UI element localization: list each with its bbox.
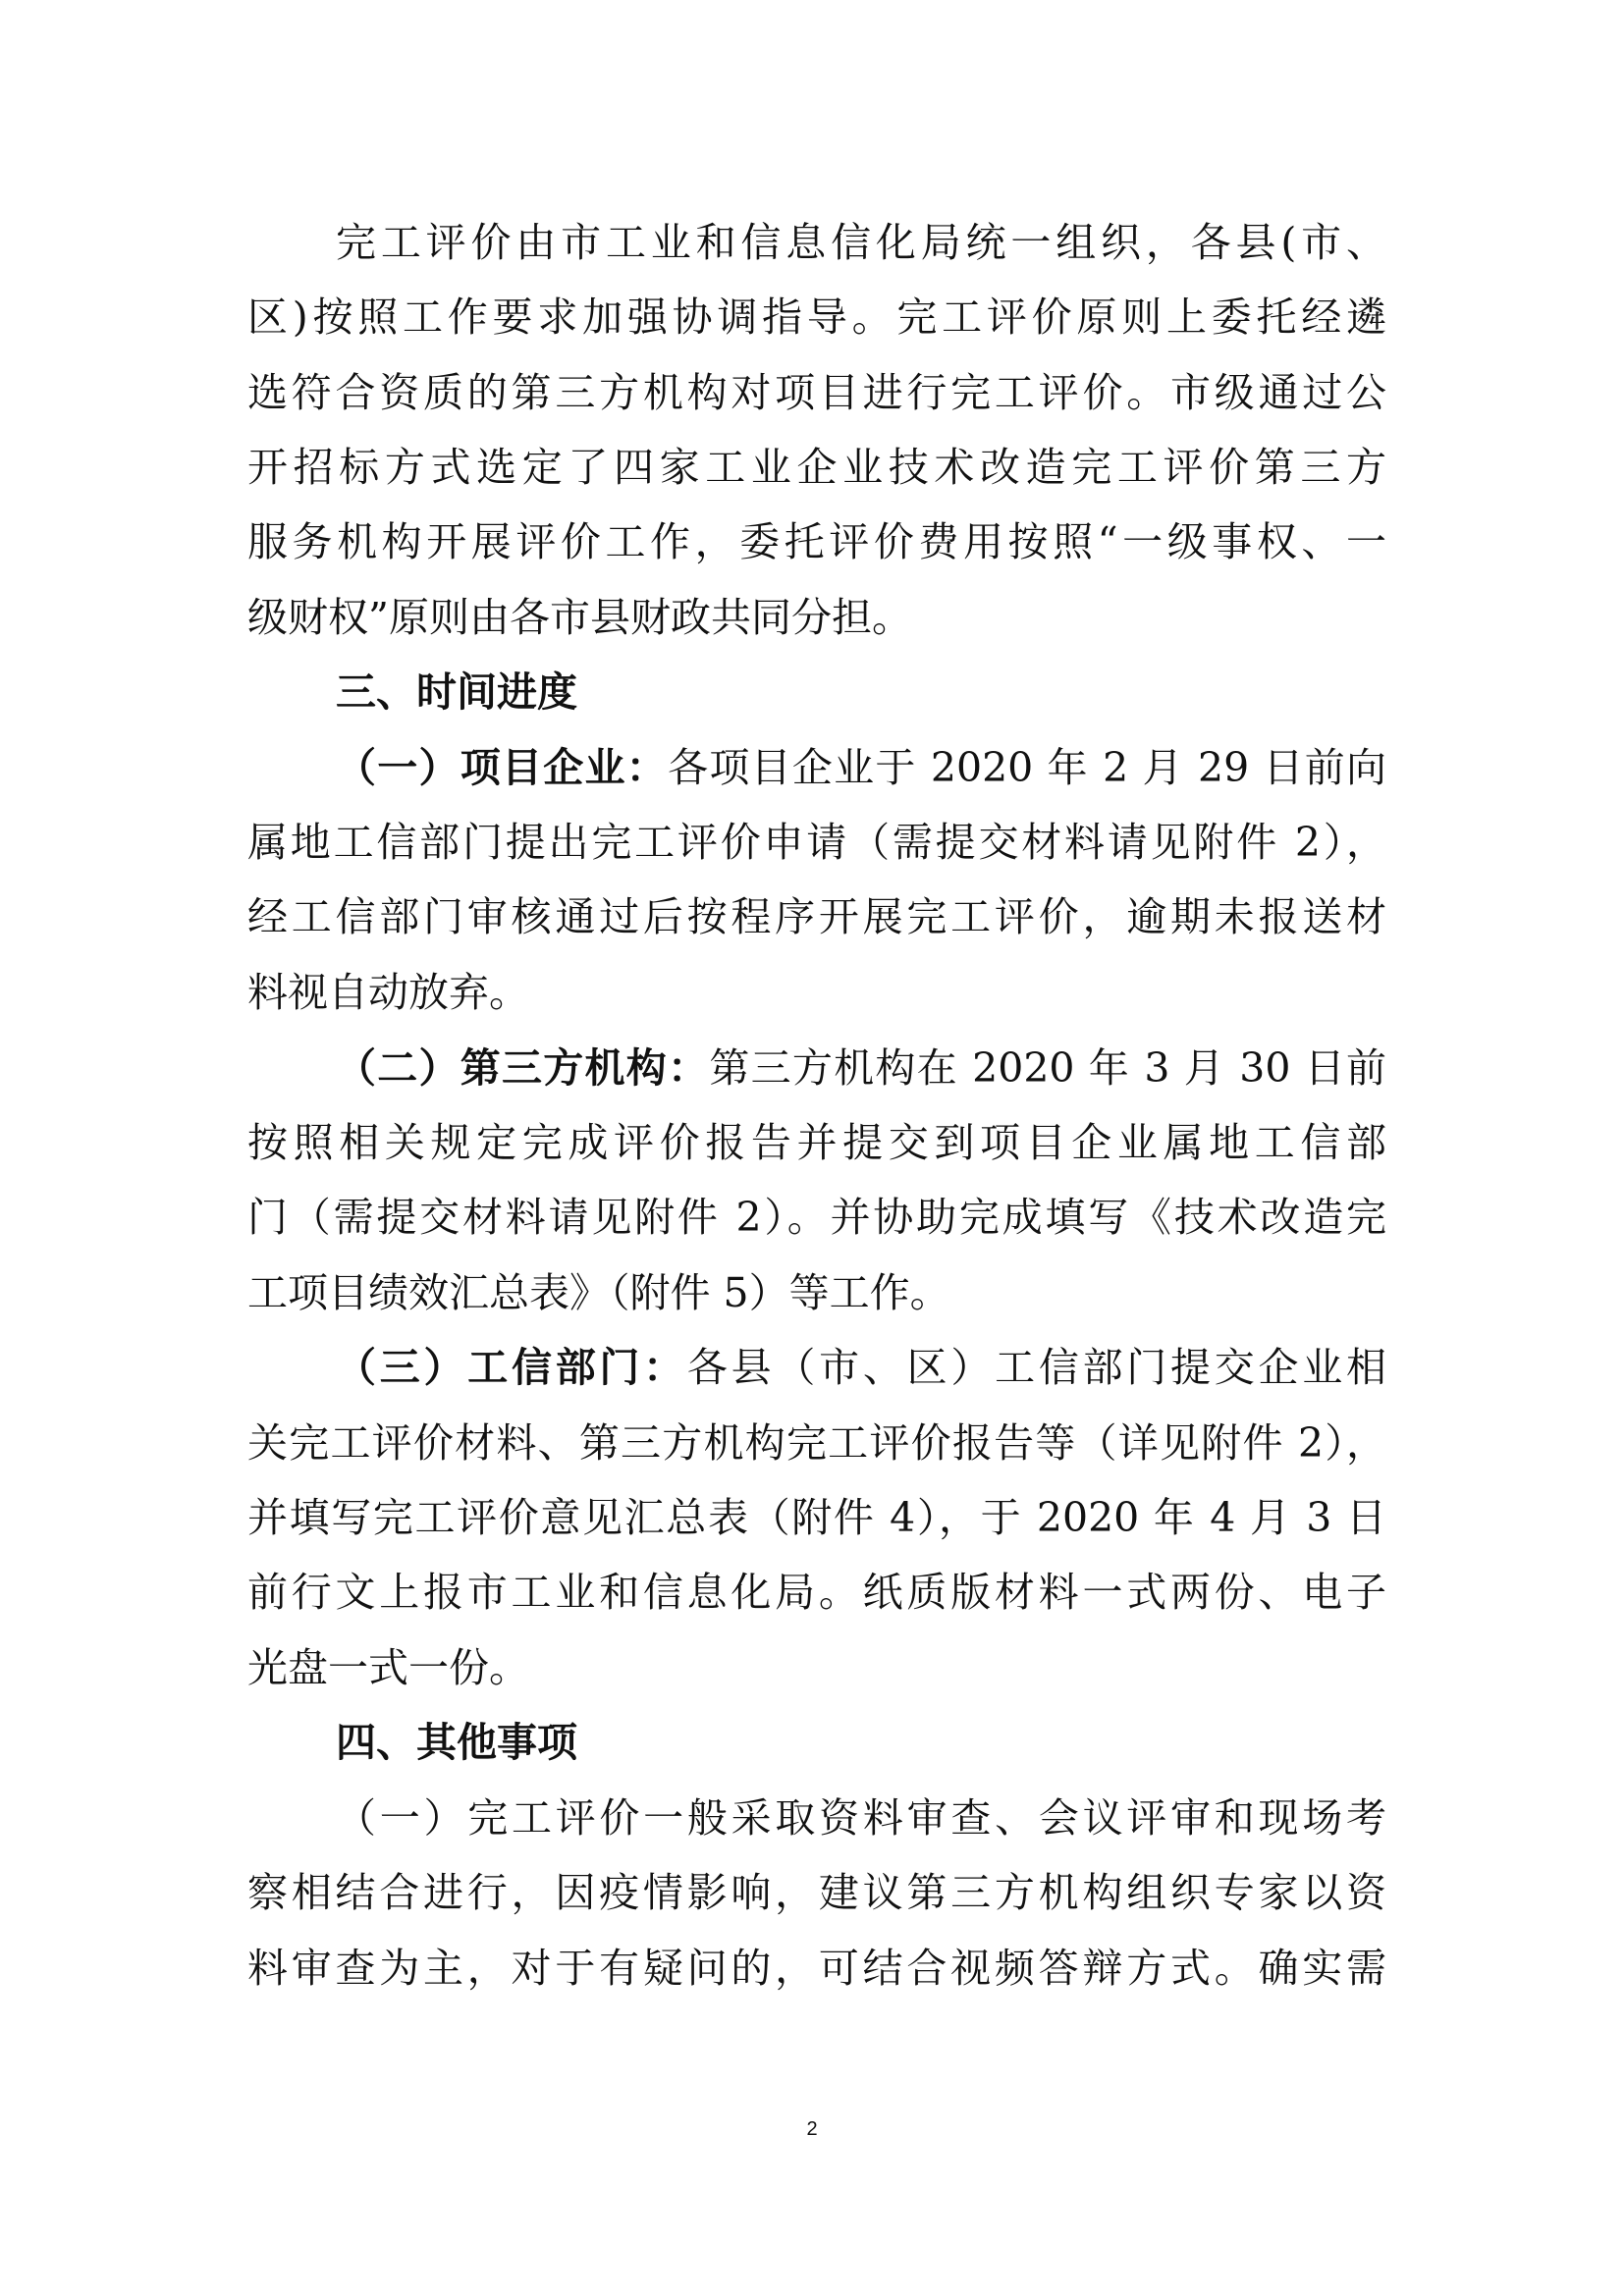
paragraph-line: 门（需提交材料请见附件 2）。并协助完成填写《技术改造完 bbox=[247, 1194, 1386, 1241]
paragraph-line: 光盘一式一份。 bbox=[247, 1644, 529, 1691]
paragraph-line bbox=[336, 1043, 1386, 1093]
paragraph-line: 级财权”原则由各市县财政共同分担。 bbox=[247, 594, 912, 641]
item-label: （一）项目企业： bbox=[336, 744, 669, 791]
item-text: 各项目企业于 2020 年 2 月 29 日前向 bbox=[668, 744, 1387, 791]
section-heading: 四、其他事项 bbox=[336, 1719, 577, 1766]
paragraph-line: 经工信部门审核通过后按程序开展完工评价，逾期未报送材 bbox=[247, 893, 1386, 940]
paragraph-line: 完工评价由市工业和信息信化局统一组织，各县(市、 bbox=[336, 219, 1386, 266]
paragraph-line: 察相结合进行，因疫情影响，建议第三方机构组织专家以资 bbox=[247, 1869, 1386, 1916]
section-heading: 三、时间进度 bbox=[336, 668, 577, 716]
page-number: 2 bbox=[806, 2118, 818, 2140]
item-text: 第三方机构在 2020 年 3 月 30 日前 bbox=[709, 1044, 1386, 1092]
paragraph-line: （一）完工评价一般采取资料审查、会议评审和现场考 bbox=[336, 1794, 1386, 1842]
paragraph-line: 选符合资质的第三方机构对项目进行完工评价。市级通过公 bbox=[247, 369, 1386, 416]
paragraph-line: 服务机构开展评价工作，委托评价费用按照“一级事权、一 bbox=[247, 518, 1386, 565]
paragraph-line: 按照相关规定完成评价报告并提交到项目企业属地工信部 bbox=[247, 1119, 1386, 1166]
paragraph-line: 区)按照工作要求加强协调指导。完工评价原则上委托经遴 bbox=[247, 294, 1386, 341]
paragraph-line: 料视自动放弃。 bbox=[247, 969, 529, 1016]
paragraph-line: 前行文上报市工业和信息化局。纸质版材料一式两份、电子 bbox=[247, 1569, 1386, 1616]
paragraph-line: 开招标方式选定了四家工业企业技术改造完工评价第三方 bbox=[247, 444, 1386, 491]
item-label: （二）第三方机构： bbox=[336, 1044, 710, 1092]
paragraph-line: 并填写完工评价意见汇总表（附件 4），于 2020 年 4 月 3 日 bbox=[247, 1494, 1386, 1541]
paragraph-line: 料审查为主，对于有疑问的，可结合视频答辩方式。确实需 bbox=[247, 1945, 1386, 1992]
paragraph-line: 工项目绩效汇总表》（附件 5）等工作。 bbox=[247, 1269, 950, 1316]
item-text: 各县（市、区）工信部门提交企业相 bbox=[686, 1344, 1387, 1391]
item-label: （三）工信部门： bbox=[336, 1344, 687, 1391]
paragraph-line bbox=[336, 743, 1386, 792]
paragraph-line: 属地工信部门提出完工评价申请（需提交材料请见附件 2）， bbox=[247, 819, 1386, 866]
paragraph-line bbox=[336, 1343, 1386, 1392]
paragraph-line: 关完工评价材料、第三方机构完工评价报告等（详见附件 2）， bbox=[247, 1419, 1386, 1467]
